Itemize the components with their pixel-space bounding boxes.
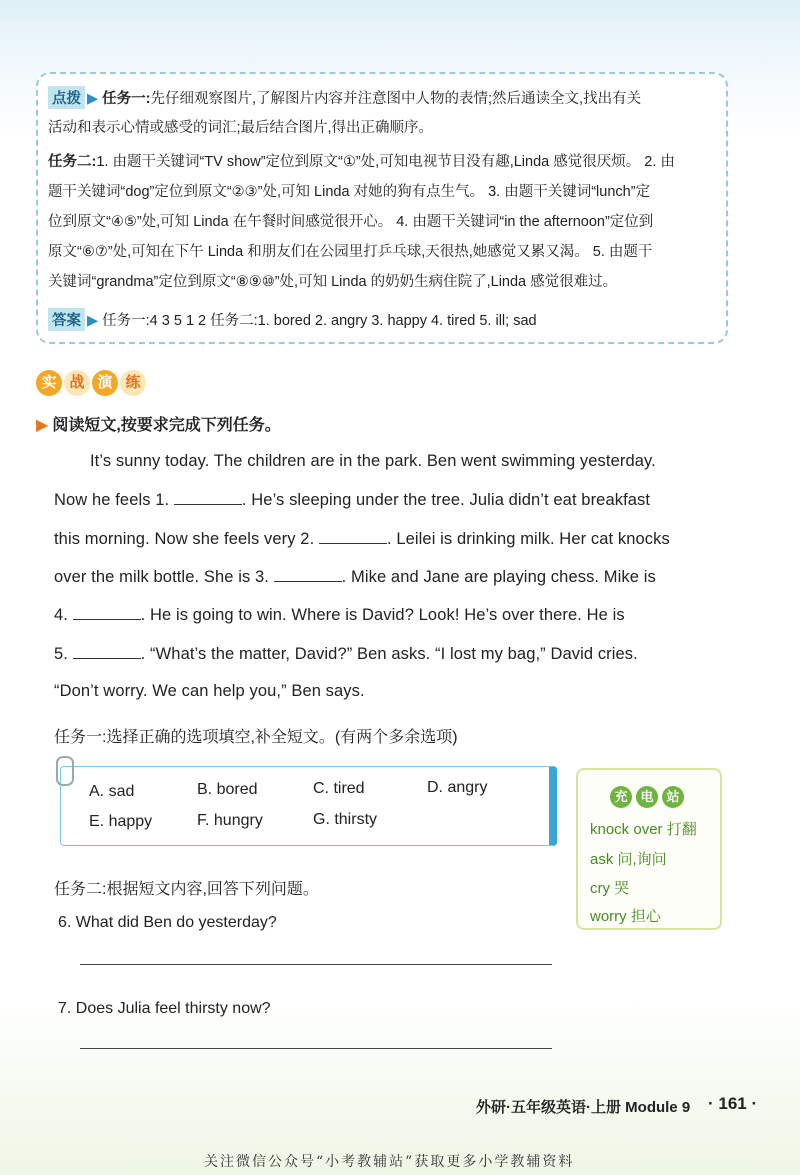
hint-line-1 [48,86,641,109]
blank-1[interactable] [174,490,242,505]
vocab-item: cry 哭 [590,880,630,897]
answer-tag: 答案 [48,308,85,331]
paperclip-icon [56,756,74,786]
hint-line-5: 位到原文“④⑤”处,可知 Linda 在午餐时间感觉很开心。 4. 由题干关键词“in the afternoon”定位到 [48,214,654,230]
vocab-title-char: 站 [662,786,684,808]
passage-text: . Leilei is drinking milk. Her cat knocks [386,530,670,548]
blank-2[interactable] [319,529,387,544]
task1-heading: 任务一:选择正确的选项填空,补全短文。(有两个多余选项) [54,729,458,746]
passage-line-3 [54,529,670,549]
option-b: B. bored [197,781,258,798]
option-g: G. thirsty [313,811,378,828]
passage-line-5 [54,605,625,625]
option-a: A. sad [89,783,135,800]
passage-text: over the milk bottle. She is 3. [54,568,269,586]
section-char-2: 战 [64,370,90,396]
blank-4[interactable] [73,605,141,620]
blank-3[interactable] [274,567,342,582]
passage-text: . He’s sleeping under the tree. Julia didn’t eat breakfast [241,491,651,509]
passage-text: Now he feels 1. [54,491,170,509]
passage-text: 4. [54,606,68,624]
passage-line-1: It’s sunny today. The children are in the park. Ben went swimming yesterday. [90,452,656,470]
section-char-4: 练 [120,370,146,396]
hint-line-3-text: 1. 由题干关键词“TV show”定位到原文“①”处,可知电视节目没有趣,Linda 感觉很厌烦。 2. 由 [96,154,675,170]
footer-book-title: 外研·五年级英语·上册 Module 9 [476,1099,691,1116]
vocab-box [576,768,722,930]
passage-text: this morning. Now she feels very 2. [54,530,315,548]
passage-line-4 [54,567,656,587]
triangle-icon: ▶ [87,91,99,107]
blank-5[interactable] [73,644,141,659]
vocab-item: ask 问,询问 [590,851,667,868]
question-7: 7. Does Julia feel thirsty now? [58,1000,271,1017]
watermark: 关注微信公众号“小考教辅站”获取更多小学教辅资料 [204,1154,575,1170]
instruction-text: 阅读短文,按要求完成下列任务。 [52,417,281,434]
vocab-item: knock over 打翻 [590,821,697,838]
option-e: E. happy [89,813,153,830]
hint-line-3 [48,150,675,171]
task2-label: 任务二: [48,154,97,170]
passage-text: . He is going to win. Where is David? Look! He’s over there. He is [140,606,625,624]
hint-box [36,72,728,344]
passage-line-2 [54,490,650,510]
question-6: 6. What did Ben do yesterday? [58,914,277,931]
vocab-title [610,786,688,808]
arrow-icon: ▶ [36,417,49,434]
answer-field-6[interactable] [80,964,552,965]
option-d: D. angry [427,779,488,796]
answer-line-row [48,308,537,331]
section-char-1: 实 [36,370,62,396]
hint-line-4: 题干关键词“dog”定位到原文“②③”处,可知 Linda 对她的狗有点生气。 3. 由题干关键词“lunch”定 [48,184,651,200]
passage-line-6 [54,644,638,664]
answer-text: 任务一:4 3 5 1 2 任务二:1. bored 2. angry 3. happy 4. tired 5. ill; sad [102,313,537,329]
hint-line-7: 关键词“grandma”定位到原文“⑧⑨⑩”处,可知 Linda 的奶奶生病住院了,Linda 感觉很难过。 [48,274,618,290]
option-f: F. hungry [197,812,263,829]
answer-field-7[interactable] [80,1048,552,1049]
triangle-icon: ▶ [87,313,99,329]
passage-text: 5. [54,645,68,663]
task1-label: 任务一: [102,91,151,107]
vocab-item: worry 担心 [590,908,661,925]
option-c: C. tired [313,780,365,797]
passage-text: . “What’s the matter, David?” Ben asks. “I lost my bag,” David cries. [140,645,638,663]
hint-line-6: 原文“⑥⑦”处,可知在下午 Linda 和朋友们在公园里打乒乓球,天很热,她感觉又累又渴。 5. 由题干 [48,244,653,260]
hint-tag: 点拨 [48,86,85,109]
task2-heading: 任务二:根据短文内容,回答下列问题。 [54,881,319,898]
vocab-title-char: 电 [636,786,658,808]
page-number: · 161 · [708,1094,758,1113]
options-box [60,766,557,846]
passage-line-7: “Don’t worry. We can help you,” Ben says. [54,682,365,700]
vocab-title-char: 充 [610,786,632,808]
section-heading [36,370,148,402]
passage-text: . Mike and Jane are playing chess. Mike is [341,568,656,586]
hint-line-2: 活动和表示心情或感受的词汇;最后结合图片,得出正确顺序。 [48,120,434,136]
task1-text: 先仔细观察图片,了解图片内容并注意图中人物的表情;然后通读全文,找出有关 [150,91,642,107]
section-char-3: 演 [92,370,118,396]
instruction [36,412,281,435]
